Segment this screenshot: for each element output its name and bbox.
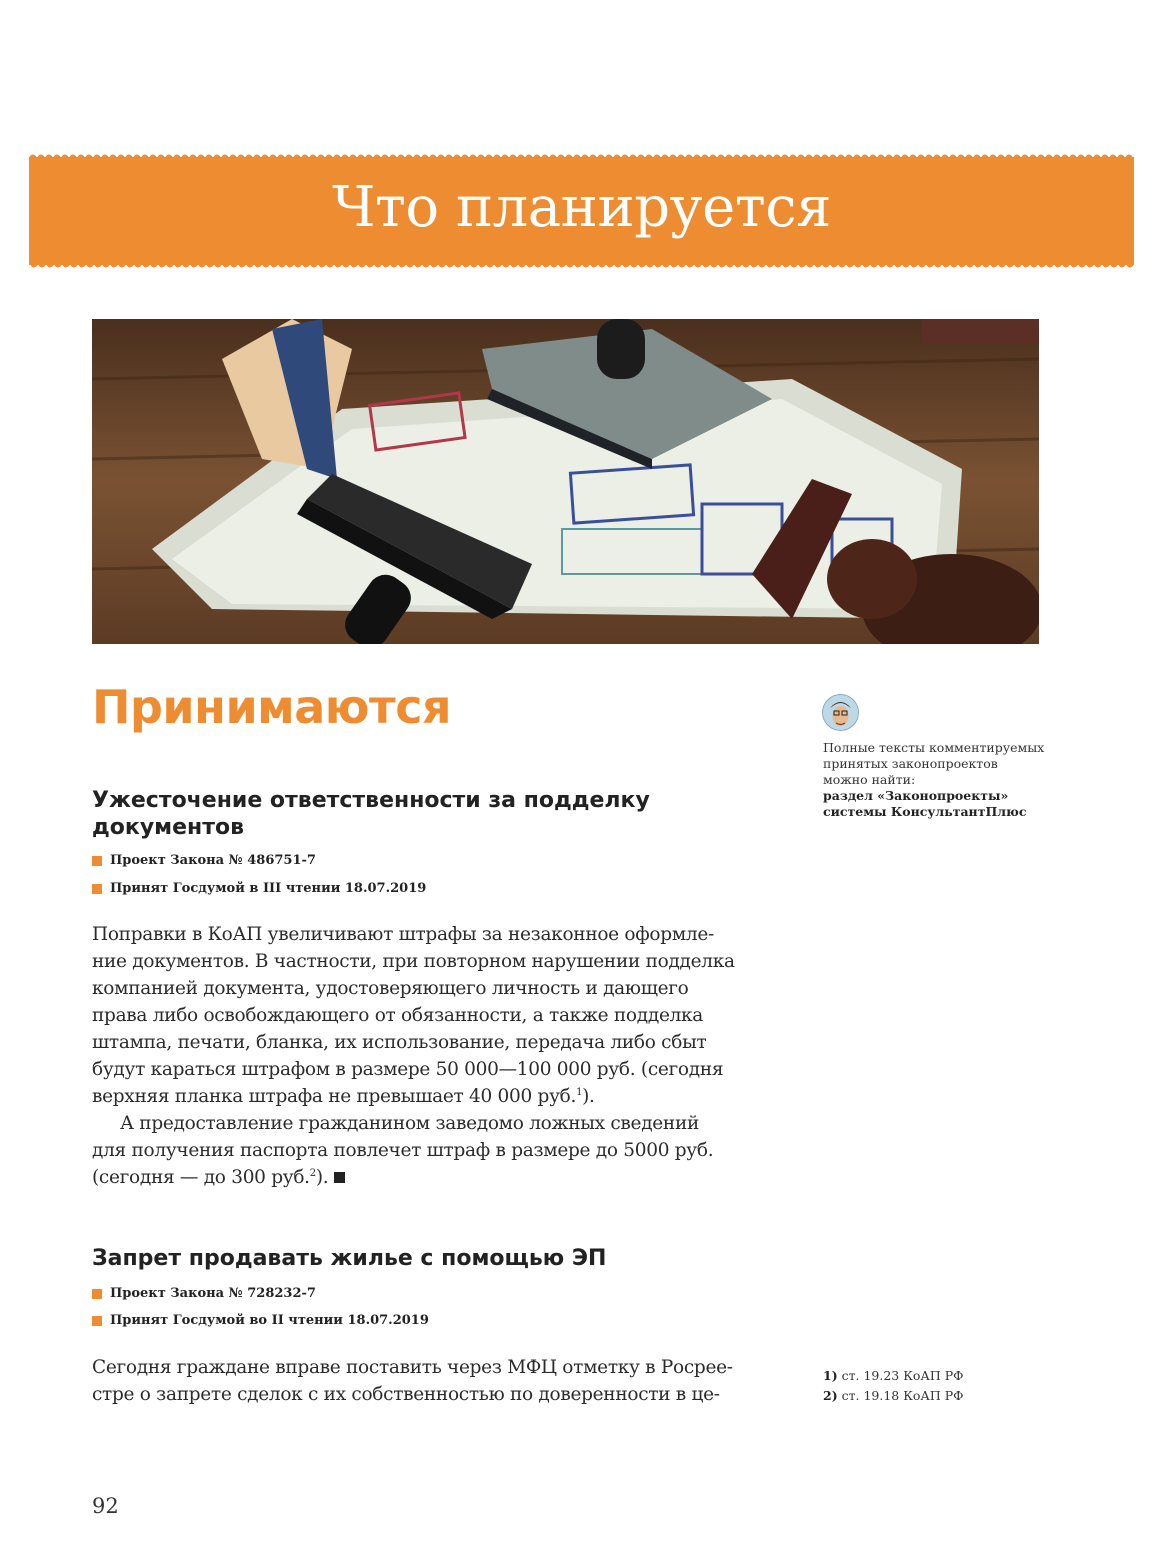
footnote-1 bbox=[823, 1366, 964, 1386]
article-1-line-7 bbox=[92, 1083, 782, 1110]
article-2-bill-number bbox=[92, 1286, 316, 1301]
article-1-status bbox=[92, 881, 426, 896]
article-1-title-line-2: документов bbox=[92, 815, 245, 840]
article-2-bill-number-text: Проект Закона № 728232-7 bbox=[110, 1286, 316, 1301]
article-1-line: компанией документа, удостоверяющего личность и дающего bbox=[92, 978, 689, 999]
footnote-ref-2: 2 bbox=[309, 1168, 316, 1179]
sidebar-note-line: принятых законопроектов bbox=[823, 756, 998, 771]
stamps-photo-illustration bbox=[92, 319, 1039, 644]
article-2-title-line-1: Запрет продавать жилье с помощью ЭП bbox=[92, 1246, 607, 1271]
end-mark-icon bbox=[334, 1172, 345, 1183]
article-1-line-10-text: (сегодня — до 300 руб. bbox=[92, 1167, 310, 1188]
article-1-line: Поправки в КоАП увеличивают штрафы за незаконное оформле- bbox=[92, 924, 714, 945]
article-1-line: будут караться штрафом в размере 50 000—100 000 руб. (сегодня bbox=[92, 1059, 724, 1080]
footnote-2-number: 2) bbox=[823, 1388, 838, 1403]
article-1-status-text: Принят Госдумой в III чтении 18.07.2019 bbox=[110, 881, 427, 896]
article-1-line-7-tail: ). bbox=[582, 1086, 595, 1107]
square-bullet-icon bbox=[92, 1289, 102, 1299]
article-1-line: права либо освобождающего от обязанности, а также подделка bbox=[92, 1005, 704, 1026]
article-1-title-line-1: Ужесточение ответственности за подделку bbox=[92, 788, 650, 813]
article-1-line-10 bbox=[92, 1164, 782, 1191]
consultant-avatar-icon bbox=[822, 694, 859, 731]
footnote-1-text: ст. 19.23 КоАП РФ bbox=[837, 1368, 964, 1383]
square-bullet-icon bbox=[92, 856, 102, 866]
article-1-line: А предоставление гражданином заведомо ложных сведений bbox=[120, 1113, 700, 1134]
section-title: Принимаются bbox=[92, 680, 451, 734]
article-1-line: штампа, печати, бланка, их использование, передача либо сбыт bbox=[92, 1032, 707, 1053]
sidebar-source: системы КонсультантПлюс bbox=[823, 804, 1027, 819]
header-banner bbox=[29, 157, 1134, 265]
page-number: 92 bbox=[92, 1494, 119, 1518]
footnote-2-text: ст. 19.18 КоАП РФ bbox=[837, 1388, 964, 1403]
article-2-line: стре о запрете сделок с их собственностью по доверенности в це- bbox=[92, 1384, 720, 1405]
article-1-line-7-text: верхняя планка штрафа не превышает 40 000 руб. bbox=[92, 1086, 577, 1107]
sidebar-note bbox=[823, 740, 1063, 820]
square-bullet-icon bbox=[92, 1316, 102, 1326]
article-2-status-text: Принят Госдумой во II чтении 18.07.2019 bbox=[110, 1313, 429, 1328]
sidebar-note-line: можно найти: bbox=[823, 772, 916, 787]
article-1-title bbox=[92, 787, 732, 841]
article-1-bill-number-text: Проект Закона № 486751-7 bbox=[110, 853, 316, 868]
article-1-line: ние документов. В частности, при повторном нарушении подделка bbox=[92, 951, 735, 972]
sidebar-source: раздел «Законопроекты» bbox=[823, 788, 1009, 803]
article-1-line-10-tail: ). bbox=[315, 1167, 329, 1188]
article-1-line: для получения паспорта повлечет штраф в размере до 5000 руб. bbox=[92, 1140, 714, 1161]
article-1-bill-number bbox=[92, 853, 316, 868]
article-2-title bbox=[92, 1245, 732, 1272]
article-2-line: Сегодня граждане вправе поставить через МФЦ отметку в Росрее- bbox=[92, 1357, 733, 1378]
banner-title: Что планируется bbox=[332, 175, 831, 240]
footnote-ref-1: 1 bbox=[576, 1087, 583, 1098]
article-2-status bbox=[92, 1313, 429, 1328]
footnote-1-number: 1) bbox=[823, 1368, 838, 1383]
square-bullet-icon bbox=[92, 884, 102, 894]
footnote-2 bbox=[823, 1386, 964, 1406]
sidebar-note-line: Полные тексты комментируемых bbox=[823, 740, 1045, 755]
article-2-body bbox=[92, 1354, 782, 1408]
article-1-body bbox=[92, 921, 782, 1191]
stamps-photo bbox=[92, 319, 1039, 644]
footnotes bbox=[823, 1366, 964, 1406]
